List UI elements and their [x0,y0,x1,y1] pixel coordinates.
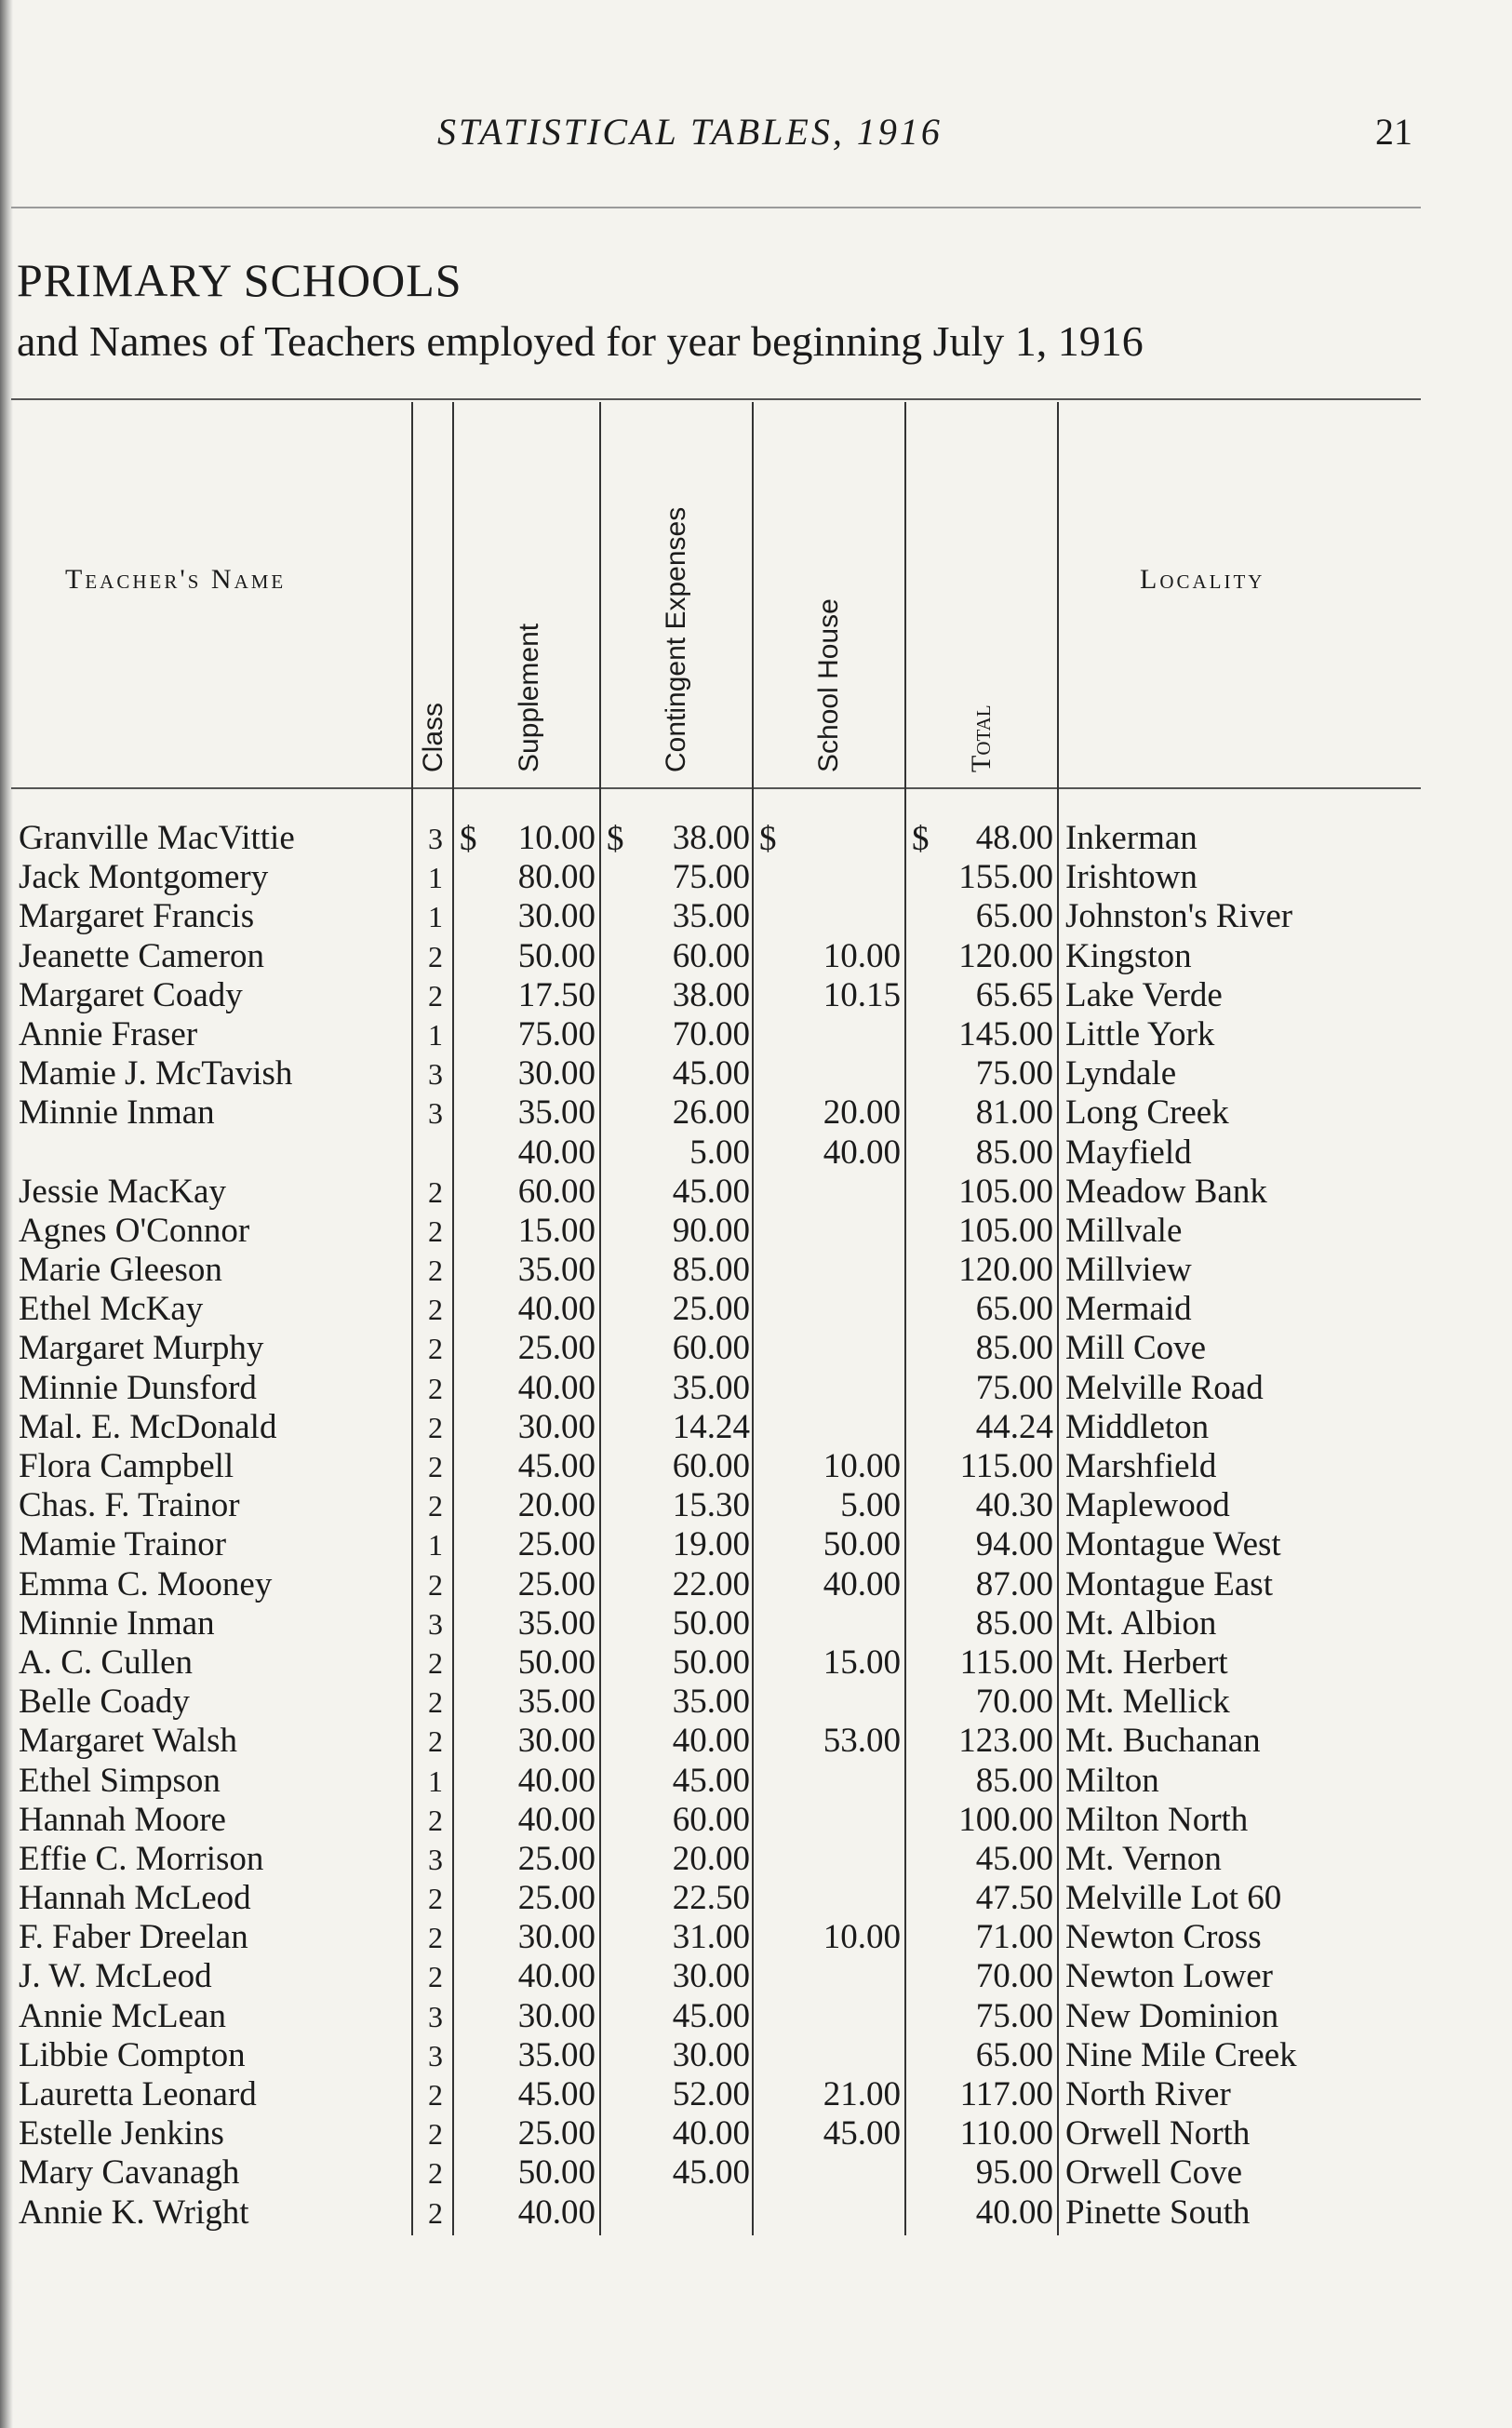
locality-name: Little York [1065,1014,1215,1053]
class-value: 2 [428,1293,443,1327]
section-title: PRIMARY SCHOOLS [17,254,462,306]
table-row [0,937,1512,976]
total-value: 75.00 [975,1368,1053,1407]
table-row [0,2193,1512,2233]
class-value: 2 [428,1803,443,1837]
teacher-name: A. C. Cullen [19,1643,194,1682]
locality-name: Mermaid [1065,1290,1192,1329]
school-house-value: 53.00 [823,1722,901,1761]
table-row [0,1722,1512,1761]
locality-name: Middleton [1065,1407,1210,1446]
total-value: 95.00 [975,2153,1053,2193]
class-value: 2 [428,1685,443,1720]
teacher-name: Hannah McLeod [19,1879,251,1918]
table-row [0,2075,1512,2114]
locality-name: Long Creek [1065,1093,1229,1133]
supplement-value: 40.00 [517,2193,595,2232]
locality-name: Milton [1065,1761,1159,1800]
total-value: 115.00 [959,1643,1053,1682]
total-value: 65.00 [975,2035,1053,2074]
table-row [0,1997,1512,2036]
contingent-value: 35.00 [672,1368,750,1407]
contingent-value: 35.00 [672,1683,750,1722]
class-value: 3 [428,1057,443,1092]
locality-name: Meadow Bank [1065,1172,1267,1211]
locality-name: Montague East [1065,1564,1273,1603]
table-row [0,2114,1512,2153]
class-value: 2 [428,1410,443,1444]
contingent-value: 14.24 [672,1407,750,1446]
contingent-value: 20.00 [672,1839,750,1878]
total-value: 85.00 [975,1329,1053,1368]
class-value: 2 [428,939,443,973]
total-value: 70.00 [975,1957,1053,1996]
locality-name: Melville Lot 60 [1065,1879,1282,1918]
supplement-value: 10.00 [517,819,595,857]
contingent-value: 30.00 [672,2035,750,2074]
class-value: 2 [428,1332,443,1366]
class-value: 3 [428,1842,443,1876]
contingent-value: 60.00 [672,1329,750,1368]
total-value: 115.00 [959,1447,1053,1485]
locality-name: Irishtown [1065,858,1198,897]
school-house-value: 10.00 [823,936,901,975]
total-value: 65.00 [975,897,1053,936]
class-value: 2 [428,2117,443,2152]
teacher-name: Mary Cavanagh [19,2153,240,2193]
teacher-name: Jeanette Cameron [19,936,265,975]
table-row [0,1447,1512,1486]
table-row [0,1054,1512,1093]
teacher-name: Hannah Moore [19,1800,226,1839]
contingent-value: 30.00 [672,1957,750,1996]
table-row [0,1762,1512,1801]
supplement-value: 30.00 [517,1996,595,2035]
teacher-name: Margaret Coady [19,975,243,1014]
locality-name: Mt. Albion [1065,1603,1217,1643]
contingent-value: 60.00 [672,1447,750,1485]
locality-name: Millvale [1065,1211,1183,1250]
supplement-value: 25.00 [517,1839,595,1878]
supplement-value: 50.00 [517,1643,595,1682]
school-house-value: 10.15 [823,975,901,1014]
school-house-value: 10.00 [823,1918,901,1957]
school-house-value: 50.00 [823,1525,901,1564]
class-value: 2 [428,978,443,1013]
contingent-value: 35.00 [672,897,750,936]
contingent-value: 45.00 [672,1996,750,2035]
contingent-value: 70.00 [672,1014,750,1053]
total-value: 65.65 [975,975,1053,1014]
locality-name: Marshfield [1065,1447,1217,1485]
table-row [0,1525,1512,1564]
total-value: 110.00 [959,2114,1053,2153]
locality-name: Mt. Buchanan [1065,1722,1261,1761]
locality-name: Lake Verde [1065,975,1223,1014]
table-row [0,1879,1512,1918]
table-row [0,1212,1512,1251]
table-row [0,1918,1512,1957]
contingent-value: 60.00 [672,936,750,975]
teacher-table-body [0,819,1512,2233]
class-value: 1 [428,1528,443,1563]
contingent-value: 22.50 [672,1879,750,1918]
contingent-value: 90.00 [672,1211,750,1250]
contingent-value: 38.00 [672,975,750,1014]
supplement-value: 60.00 [517,1172,595,1211]
total-value: 120.00 [958,1251,1053,1290]
class-value: 3 [428,1606,443,1641]
contingent-value: 40.00 [672,2114,750,2153]
column-header-total: Total [966,704,997,772]
teacher-name: Margaret Walsh [19,1722,238,1761]
teacher-name: J. W. McLeod [19,1957,212,1996]
total-value: 123.00 [958,1722,1053,1761]
supplement-value: 35.00 [517,1093,595,1133]
contingent-value: 15.30 [672,1486,750,1525]
total-value: 145.00 [958,1014,1053,1053]
contingent-value: 22.00 [672,1564,750,1603]
teacher-name: Chas. F. Trainor [19,1486,240,1525]
locality-name: Orwell Cove [1065,2153,1243,2193]
supplement-value: 25.00 [517,1879,595,1918]
supplement-value: 40.00 [517,1800,595,1839]
class-value: 2 [428,1214,443,1248]
column-header-contingent: Contingent Expenses [661,506,691,772]
locality-name: Maplewood [1065,1486,1230,1525]
supplement-value: 35.00 [517,2035,595,2074]
total-value: 81.00 [975,1093,1053,1133]
running-title: STATISTICAL TABLES, 1916 [437,111,943,153]
class-value: 2 [428,2078,443,2112]
teacher-name: Minnie Inman [19,1093,215,1133]
contingent-value: 38.00 [672,819,750,857]
contingent-value: 19.00 [672,1525,750,1564]
total-value: 40.30 [975,1486,1053,1525]
locality-name: Melville Road [1065,1368,1264,1407]
total-value: 85.00 [975,1761,1053,1800]
column-header-school-house: School House [813,598,844,772]
class-value: 2 [428,1960,443,1994]
school-house-value: 45.00 [823,2114,901,2153]
supplement-value: 45.00 [517,2075,595,2113]
teacher-name: Margaret Francis [19,897,255,936]
supplement-value: 25.00 [517,1564,595,1603]
table-row [0,1134,1512,1173]
class-value: 2 [428,1921,443,1955]
total-value: 94.00 [975,1525,1053,1564]
supplement-value: 40.00 [517,1133,595,1172]
school-house-value: 40.00 [823,1133,901,1172]
class-value: 2 [428,1567,443,1602]
locality-name: North River [1065,2075,1231,2113]
teacher-name: Agnes O'Connor [19,1211,250,1250]
total-value: 105.00 [958,1172,1053,1211]
table-row [0,1565,1512,1604]
locality-name: Newton Lower [1065,1957,1273,1996]
locality-name: Millview [1065,1251,1192,1290]
total-value: 100.00 [958,1800,1053,1839]
table-row [0,1486,1512,1525]
teacher-name: Lauretta Leonard [19,2075,257,2113]
total-value: 40.00 [975,2193,1053,2232]
class-value: 1 [428,861,443,895]
table-row [0,1840,1512,1879]
column-header-locality: Locality [1140,564,1265,595]
teacher-name: Granville MacVittie [19,819,295,857]
class-value: 3 [428,2038,443,2073]
class-value: 3 [428,1096,443,1131]
table-row [0,897,1512,936]
table-row [0,1408,1512,1447]
teacher-name: Annie McLean [19,1996,226,2035]
column-header-supplement: Supplement [514,623,544,772]
contingent-value: 52.00 [672,2075,750,2113]
supplement-value: 30.00 [517,1722,595,1761]
currency-symbol: $ [460,820,477,858]
column-header-name: Teacher's Name [65,564,287,595]
contingent-value: 45.00 [672,2153,750,2193]
teacher-name: Mal. E. McDonald [19,1407,277,1446]
teacher-name: Ethel Simpson [19,1761,221,1800]
school-house-value: 20.00 [823,1093,901,1133]
contingent-value: 26.00 [672,1093,750,1133]
total-value: 87.00 [975,1564,1053,1603]
supplement-value: 75.00 [517,1014,595,1053]
teacher-name: Emma C. Mooney [19,1564,273,1603]
supplement-value: 35.00 [517,1603,595,1643]
supplement-value: 50.00 [517,2153,595,2193]
teacher-name: Minnie Dunsford [19,1368,257,1407]
teacher-name: Libbie Compton [19,2035,246,2074]
contingent-value: 50.00 [672,1603,750,1643]
supplement-value: 25.00 [517,1329,595,1368]
supplement-value: 40.00 [517,1957,595,1996]
contingent-value: 45.00 [672,1054,750,1093]
page-number: 21 [1375,111,1412,153]
locality-name: Mill Cove [1065,1329,1207,1368]
teacher-name: Mamie J. McTavish [19,1054,293,1093]
contingent-value: 31.00 [672,1918,750,1957]
table-row [0,1801,1512,1840]
contingent-value: 25.00 [672,1290,750,1329]
header-rule [11,207,1421,208]
total-value: 48.00 [975,819,1053,857]
teacher-name: F. Faber Dreelan [19,1918,248,1957]
teacher-name: Ethel McKay [19,1290,204,1329]
table-row [0,1329,1512,1368]
class-value: 3 [428,822,443,855]
class-value: 2 [428,1450,443,1483]
currency-symbol: $ [912,820,930,858]
supplement-value: 20.00 [517,1486,595,1525]
school-house-value: 15.00 [823,1643,901,1682]
class-value: 1 [428,900,443,934]
supplement-value: 40.00 [517,1368,595,1407]
locality-name: Pinette South [1065,2193,1251,2232]
school-house-value: 10.00 [823,1447,901,1485]
total-value: 65.00 [975,1290,1053,1329]
table-row [0,1251,1512,1290]
total-value: 117.00 [959,2075,1053,2113]
table-row [0,1643,1512,1683]
teacher-name: Estelle Jenkins [19,2114,224,2153]
supplement-value: 40.00 [517,1290,595,1329]
class-value: 2 [428,2195,443,2230]
school-house-value: 21.00 [823,2075,901,2113]
class-value: 2 [428,1371,443,1405]
supplement-value: 30.00 [517,1407,595,1446]
class-value: 3 [428,1999,443,2033]
teacher-name: Annie K. Wright [19,2193,249,2232]
school-house-value: 5.00 [840,1486,901,1525]
class-value: 2 [428,2156,443,2191]
locality-name: Johnston's River [1065,897,1293,936]
supplement-value: 25.00 [517,1525,595,1564]
table-row [0,858,1512,897]
contingent-value: 50.00 [672,1643,750,1682]
supplement-value: 30.00 [517,897,595,936]
supplement-value: 35.00 [517,1683,595,1722]
total-value: 47.50 [975,1879,1053,1918]
table-row [0,1290,1512,1329]
total-value: 155.00 [958,858,1053,897]
total-value: 85.00 [975,1133,1053,1172]
table-row [0,2153,1512,2193]
total-value: 85.00 [975,1603,1053,1643]
contingent-value: 60.00 [672,1800,750,1839]
table-row [0,1957,1512,1996]
contingent-value: 85.00 [672,1251,750,1290]
table-row [0,1604,1512,1643]
total-value: 105.00 [958,1211,1053,1250]
contingent-value: 5.00 [689,1133,750,1172]
class-value: 1 [428,1017,443,1052]
locality-name: Lyndale [1065,1054,1177,1093]
section-subtitle: and Names of Teachers employed for year beginning July 1, 1916 [17,317,1144,365]
teacher-name: Jessie MacKay [19,1172,226,1211]
table-row [0,2036,1512,2075]
supplement-value: 35.00 [517,1251,595,1290]
supplement-value: 30.00 [517,1054,595,1093]
total-value: 44.24 [975,1407,1053,1446]
class-value: 2 [428,1724,443,1759]
supplement-value: 15.00 [517,1211,595,1250]
teacher-name: Belle Coady [19,1683,190,1722]
supplement-value: 45.00 [517,1447,595,1485]
supplement-value: 30.00 [517,1918,595,1957]
total-value: 120.00 [958,936,1053,975]
table-row [0,1173,1512,1212]
class-value: 2 [428,1489,443,1523]
class-value: 1 [428,1764,443,1798]
locality-name: Milton North [1065,1800,1249,1839]
column-header-class: Class [418,702,448,772]
teacher-name: Jack Montgomery [19,858,269,897]
table-row [0,1683,1512,1722]
table-header-rule [11,787,1421,789]
locality-name: Newton Cross [1065,1918,1262,1957]
total-value: 75.00 [975,1054,1053,1093]
teacher-name: Marie Gleeson [19,1251,222,1290]
teacher-name: Flora Campbell [19,1447,234,1485]
supplement-value: 25.00 [517,2114,595,2153]
table-row [0,1369,1512,1408]
supplement-value: 80.00 [517,858,595,897]
supplement-value: 40.00 [517,1761,595,1800]
table-row [0,976,1512,1015]
locality-name: Mt. Mellick [1065,1683,1230,1722]
table-row [0,1015,1512,1054]
running-head [0,110,1512,166]
school-house-value: 40.00 [823,1564,901,1603]
supplement-value: 50.00 [517,936,595,975]
locality-name: Montague West [1065,1525,1281,1564]
total-value: 45.00 [975,1839,1053,1878]
locality-name: Inkerman [1065,819,1198,857]
class-value: 2 [428,1882,443,1916]
class-value: 2 [428,1254,443,1288]
locality-name: Mayfield [1065,1133,1192,1172]
contingent-value: 45.00 [672,1172,750,1211]
locality-name: Mt. Vernon [1065,1839,1222,1878]
teacher-name: Mamie Trainor [19,1525,227,1564]
total-value: 75.00 [975,1996,1053,2035]
table-row [0,1093,1512,1133]
locality-name: Kingston [1065,936,1192,975]
teacher-name: Margaret Murphy [19,1329,264,1368]
class-value: 2 [428,1174,443,1209]
currency-symbol: $ [759,820,777,858]
supplement-value: 17.50 [517,975,595,1014]
contingent-value: 45.00 [672,1761,750,1800]
contingent-value: 40.00 [672,1722,750,1761]
total-value: 70.00 [975,1683,1053,1722]
currency-symbol: $ [607,820,624,858]
locality-name: Nine Mile Creek [1065,2035,1297,2074]
teacher-name: Effie C. Morrison [19,1839,264,1878]
locality-name: Mt. Herbert [1065,1643,1228,1682]
class-value: 2 [428,1645,443,1680]
table-row [0,819,1512,858]
teacher-name: Annie Fraser [19,1014,198,1053]
locality-name: New Dominion [1065,1996,1279,2035]
table-top-rule [11,398,1421,400]
contingent-value: 75.00 [672,858,750,897]
total-value: 71.00 [975,1918,1053,1957]
locality-name: Orwell North [1065,2114,1251,2153]
teacher-name: Minnie Inman [19,1603,215,1643]
